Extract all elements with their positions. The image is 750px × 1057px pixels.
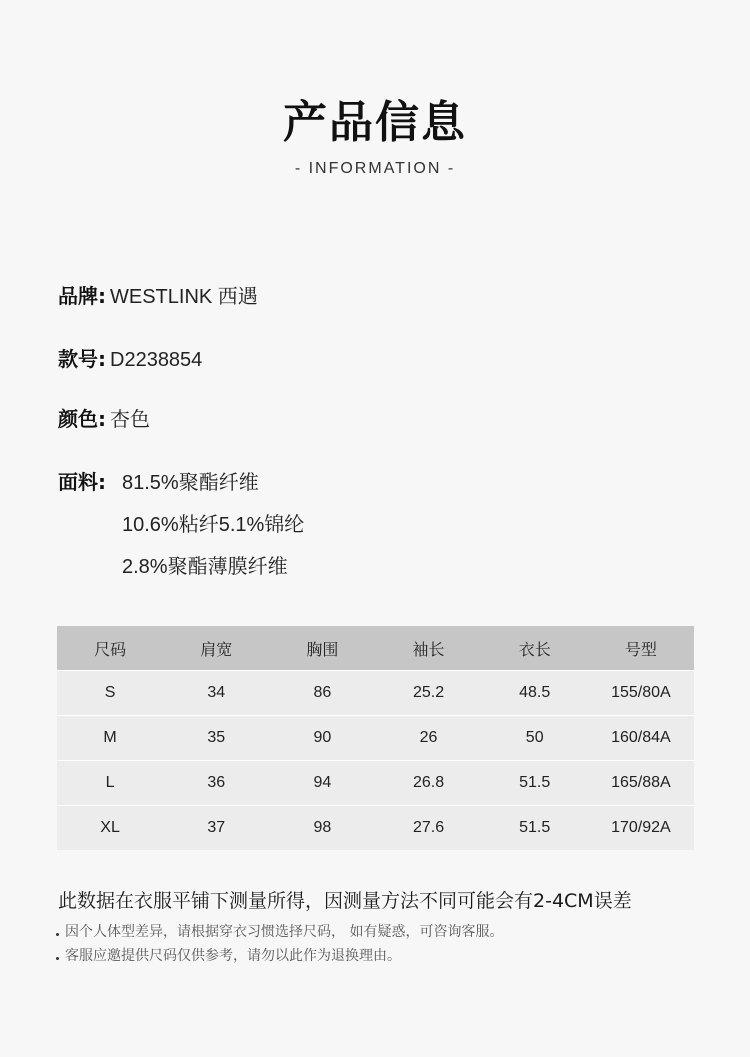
table-cell: 98 bbox=[269, 806, 375, 851]
fabric-line-2: 10.6%粘纤5.1%锦纶 bbox=[122, 514, 305, 536]
header-fit: 号型 bbox=[588, 626, 694, 671]
table-cell: 26 bbox=[375, 716, 481, 761]
table-cell: 34 bbox=[163, 671, 269, 716]
table-cell: 155/80A bbox=[588, 671, 694, 716]
brand-label: 品牌: bbox=[58, 284, 106, 308]
note-bullet-2 bbox=[56, 945, 401, 965]
note-bullet-1 bbox=[56, 921, 503, 941]
header-chest: 胸围 bbox=[269, 626, 375, 671]
fabric-row bbox=[58, 466, 106, 495]
table-cell: 51.5 bbox=[482, 806, 588, 851]
note-bullet-text: 因个人体型差异，请根据穿衣习惯选择尺码， 如有疑惑，可咨询客服。 bbox=[65, 924, 504, 940]
table-row bbox=[57, 671, 694, 716]
bullet-dot-icon bbox=[56, 957, 59, 960]
table-cell: 36 bbox=[163, 761, 269, 806]
fabric-line-1: 81.5%聚酯纤维 bbox=[122, 472, 259, 494]
table-row bbox=[57, 806, 694, 851]
table-cell: S bbox=[57, 671, 163, 716]
header-shoulder: 肩宽 bbox=[163, 626, 269, 671]
fabric-label: 面料: bbox=[58, 470, 106, 494]
brand-row bbox=[58, 280, 258, 309]
table-row bbox=[57, 716, 694, 761]
table-cell: 170/92A bbox=[588, 806, 694, 851]
color-label: 颜色: bbox=[58, 407, 106, 431]
style-row bbox=[58, 343, 202, 372]
fabric-line-3: 2.8%聚酯薄膜纤维 bbox=[122, 556, 288, 578]
table-cell: 37 bbox=[163, 806, 269, 851]
table-cell: 50 bbox=[482, 716, 588, 761]
header-sleeve: 袖长 bbox=[375, 626, 481, 671]
brand-value: WESTLINK 西遇 bbox=[110, 286, 258, 308]
table-cell: 51.5 bbox=[482, 761, 588, 806]
table-cell: 86 bbox=[269, 671, 375, 716]
measurement-note: 此数据在衣服平铺下测量所得，因测量方法不同可能会有2-4CM误差 bbox=[58, 890, 632, 912]
table-row bbox=[57, 761, 694, 806]
table-cell: 25.2 bbox=[375, 671, 481, 716]
color-value: 杏色 bbox=[110, 409, 150, 431]
table-cell: 27.6 bbox=[375, 806, 481, 851]
table-cell: XL bbox=[57, 806, 163, 851]
size-table bbox=[57, 626, 694, 850]
table-cell: 90 bbox=[269, 716, 375, 761]
note-bullet-text: 客服应邀提供尺码仅供参考，请勿以此作为退换理由。 bbox=[65, 948, 401, 964]
page-subtitle: - INFORMATION - bbox=[294, 160, 456, 177]
table-cell: 26.8 bbox=[375, 761, 481, 806]
header-length: 衣长 bbox=[482, 626, 588, 671]
page-title: 产品信息 bbox=[283, 97, 467, 148]
color-row bbox=[58, 403, 150, 432]
table-cell: 35 bbox=[163, 716, 269, 761]
table-cell: 160/84A bbox=[588, 716, 694, 761]
table-cell: 48.5 bbox=[482, 671, 588, 716]
table-cell: M bbox=[57, 716, 163, 761]
bullet-dot-icon bbox=[56, 933, 59, 936]
header-size: 尺码 bbox=[57, 626, 163, 671]
style-value: D2238854 bbox=[110, 349, 203, 371]
size-table-header bbox=[57, 626, 694, 671]
table-cell: L bbox=[57, 761, 163, 806]
table-cell: 94 bbox=[269, 761, 375, 806]
table-cell: 165/88A bbox=[588, 761, 694, 806]
style-label: 款号: bbox=[58, 347, 106, 371]
